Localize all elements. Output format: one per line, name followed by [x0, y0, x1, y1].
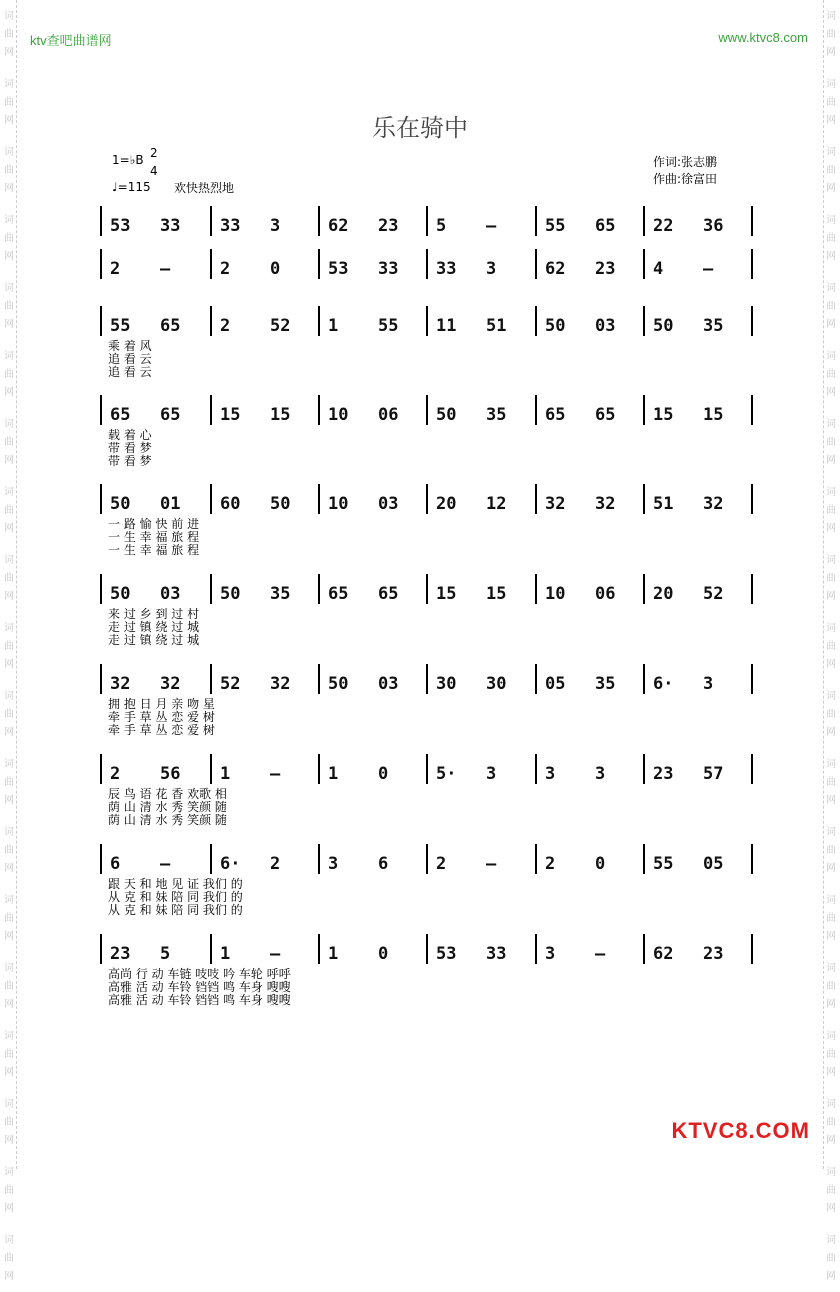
bar-line — [210, 206, 212, 236]
lyric-line: 牵 手 草 丛 恋 爱 树 — [108, 710, 215, 724]
note-group: 03 — [160, 584, 181, 604]
note-group: 30 — [436, 674, 457, 694]
note-group: 62 — [653, 944, 674, 964]
lyric-line: 从 克 和 妹 陪 同 我们 的 — [108, 890, 243, 904]
lyric-line: 追 看 云 — [108, 365, 152, 379]
note-group: 60 — [220, 494, 241, 514]
lyric-line: 跟 天 和 地 见 证 我们 的 — [108, 877, 243, 891]
note-group: – — [595, 944, 606, 964]
bar-line — [643, 934, 645, 964]
expression-marking: 欢快热烈地 — [174, 181, 235, 195]
lyricist-credit: 作词:张志鹏 — [653, 155, 718, 169]
bar-line — [100, 934, 102, 964]
bar-line — [751, 484, 753, 514]
note-group: 06 — [595, 584, 616, 604]
bar-line — [535, 844, 537, 874]
note-group: 62 — [328, 216, 349, 236]
bar-line — [210, 574, 212, 604]
bar-line — [426, 664, 428, 694]
note-group: 1 — [220, 764, 231, 784]
note-group: 2 — [545, 854, 556, 874]
note-group: 65 — [328, 584, 349, 604]
note-group: 3 — [486, 259, 497, 279]
note-group: 65 — [595, 216, 616, 236]
note-group: 6· — [220, 854, 241, 874]
bar-line — [210, 395, 212, 425]
note-group: 50 — [436, 405, 457, 425]
note-group: 32 — [270, 674, 291, 694]
note-group: 30 — [486, 674, 507, 694]
site-url-right: www.ktvc8.com — [718, 30, 808, 45]
bar-line — [318, 206, 320, 236]
bar-line — [426, 249, 428, 279]
bar-line — [426, 754, 428, 784]
bar-line — [426, 934, 428, 964]
bar-line — [535, 934, 537, 964]
bar-line — [100, 206, 102, 236]
note-group: 12 — [486, 494, 507, 514]
note-group: 01 — [160, 494, 181, 514]
note-group: 3 — [328, 854, 339, 874]
lyric-line: 牵 手 草 丛 恋 爱 树 — [108, 723, 215, 737]
bar-line — [100, 249, 102, 279]
lyric-line: 一 生 幸 福 旅 程 — [108, 530, 200, 544]
bar-line — [643, 206, 645, 236]
bar-line — [751, 664, 753, 694]
note-group: 55 — [545, 216, 566, 236]
time-signature-bottom: 4 — [150, 164, 158, 178]
lyric-line: 辰 鸟 语 花 香 欢歌 相 — [108, 787, 227, 801]
note-group: 0 — [378, 764, 389, 784]
lyric-line: 一 生 幸 福 旅 程 — [108, 543, 200, 557]
note-group: 15 — [486, 584, 507, 604]
note-group: 50 — [653, 316, 674, 336]
bar-line — [535, 249, 537, 279]
note-group: 23 — [703, 944, 724, 964]
note-group: 5· — [436, 764, 457, 784]
note-group: 1 — [220, 944, 231, 964]
bar-line — [535, 574, 537, 604]
bar-line — [100, 754, 102, 784]
note-group: 36 — [703, 216, 724, 236]
note-group: 65 — [160, 405, 181, 425]
note-group: 2 — [110, 259, 121, 279]
note-group: 5 — [436, 216, 447, 236]
note-group: 23 — [110, 944, 131, 964]
note-group: 50 — [328, 674, 349, 694]
bar-line — [643, 395, 645, 425]
note-group: 65 — [160, 316, 181, 336]
note-group: 05 — [545, 674, 566, 694]
note-group: 3 — [595, 764, 606, 784]
note-group: 55 — [378, 316, 399, 336]
note-group: 50 — [110, 584, 131, 604]
bar-line — [751, 934, 753, 964]
note-group: 15 — [270, 405, 291, 425]
bar-line — [100, 664, 102, 694]
note-group: 52 — [220, 674, 241, 694]
note-group: 6 — [378, 854, 389, 874]
bar-line — [535, 484, 537, 514]
composer-credit: 作曲:徐富田 — [653, 172, 718, 186]
bar-line — [751, 395, 753, 425]
note-group: 3 — [270, 216, 281, 236]
note-group: 32 — [160, 674, 181, 694]
note-group: 33 — [160, 216, 181, 236]
note-group: 50 — [220, 584, 241, 604]
bar-line — [643, 249, 645, 279]
note-group: 56 — [160, 764, 181, 784]
note-group: 3 — [545, 944, 556, 964]
bar-line — [318, 754, 320, 784]
note-group: 3 — [486, 764, 497, 784]
note-group: 2 — [220, 316, 231, 336]
bar-line — [100, 395, 102, 425]
note-group: 2 — [436, 854, 447, 874]
note-group: 50 — [110, 494, 131, 514]
bar-line — [210, 664, 212, 694]
note-group: 50 — [270, 494, 291, 514]
note-group: 03 — [378, 674, 399, 694]
note-group: 23 — [378, 216, 399, 236]
note-group: 0 — [378, 944, 389, 964]
note-group: 23 — [595, 259, 616, 279]
note-group: 65 — [595, 405, 616, 425]
bar-line — [210, 249, 212, 279]
note-group: 2 — [110, 764, 121, 784]
tempo-marking: ♩=115 — [112, 180, 151, 194]
note-group: 33 — [220, 216, 241, 236]
note-group: 15 — [653, 405, 674, 425]
note-group: 15 — [220, 405, 241, 425]
note-group: 11 — [436, 316, 457, 336]
note-group: 65 — [545, 405, 566, 425]
bar-line — [643, 754, 645, 784]
bar-line — [210, 754, 212, 784]
note-group: 10 — [328, 405, 349, 425]
note-group: 23 — [653, 764, 674, 784]
note-group: 55 — [110, 316, 131, 336]
note-group: 1 — [328, 316, 339, 336]
note-group: 55 — [653, 854, 674, 874]
note-group: 32 — [595, 494, 616, 514]
bar-line — [751, 249, 753, 279]
lyric-line: 一 路 愉 快 前 进 — [108, 517, 200, 531]
note-group: 53 — [328, 259, 349, 279]
note-group: 0 — [595, 854, 606, 874]
note-group: 1 — [328, 764, 339, 784]
note-group: 5 — [160, 944, 171, 964]
note-group: 2 — [270, 854, 281, 874]
note-group: 53 — [110, 216, 131, 236]
bar-line — [751, 574, 753, 604]
bar-line — [318, 484, 320, 514]
note-group: 65 — [378, 584, 399, 604]
bar-line — [318, 395, 320, 425]
bar-line — [210, 934, 212, 964]
right-watermark-strip: 词 曲 网 词 曲 网 词 曲 网 词 曲 网 词 曲 网 词 曲 网 词 曲 网 词 曲 网 词 曲 网 词 曲 网 词 曲 网 词 曲 网 词 曲 网 词 曲 网 词 曲 网 词 曲 网 词 曲 网 词 曲 网 词 曲 网 — [823, 0, 838, 1169]
note-group: 62 — [545, 259, 566, 279]
lyric-line: 高雅 活 动 车铃 铛铛 鸣 车身 嗖嗖 — [108, 980, 291, 994]
note-group: – — [160, 259, 171, 279]
note-group: 53 — [436, 944, 457, 964]
bar-line — [535, 306, 537, 336]
bar-line — [318, 664, 320, 694]
note-group: 35 — [486, 405, 507, 425]
lyric-line: 高雅 活 动 车铃 铛铛 鸣 车身 嗖嗖 — [108, 993, 291, 1007]
note-group: 22 — [653, 216, 674, 236]
note-group: 4 — [653, 259, 664, 279]
note-group: 35 — [595, 674, 616, 694]
song-title: 乐在骑中 — [372, 114, 468, 142]
bar-line — [426, 574, 428, 604]
note-group: 52 — [270, 316, 291, 336]
note-group: 32 — [110, 674, 131, 694]
bar-line — [210, 484, 212, 514]
note-group: – — [160, 854, 171, 874]
note-group: 32 — [703, 494, 724, 514]
note-group: 2 — [220, 259, 231, 279]
note-group: – — [270, 764, 281, 784]
note-group: 20 — [436, 494, 457, 514]
note-group: – — [486, 216, 497, 236]
bar-line — [100, 306, 102, 336]
time-signature-top: 2 — [150, 146, 158, 160]
lyric-line: 带 看 梦 — [108, 441, 152, 455]
note-group: 50 — [545, 316, 566, 336]
note-group: 15 — [703, 405, 724, 425]
bar-line — [426, 206, 428, 236]
note-group: 10 — [328, 494, 349, 514]
bar-line — [318, 306, 320, 336]
lyric-line: 从 克 和 妹 陪 同 我们 的 — [108, 903, 243, 917]
bar-line — [643, 844, 645, 874]
note-group: 33 — [486, 944, 507, 964]
bar-line — [426, 306, 428, 336]
note-group: 35 — [703, 316, 724, 336]
bar-line — [100, 574, 102, 604]
note-group: 65 — [110, 405, 131, 425]
note-group: 51 — [486, 316, 507, 336]
note-group: 33 — [378, 259, 399, 279]
note-group: – — [270, 944, 281, 964]
bar-line — [210, 844, 212, 874]
bar-line — [100, 844, 102, 874]
note-group: 6 — [110, 854, 121, 874]
bar-line — [535, 664, 537, 694]
note-group: 1 — [328, 944, 339, 964]
bar-line — [318, 934, 320, 964]
bar-line — [426, 395, 428, 425]
lyric-line: 来 过 乡 到 过 村 — [108, 607, 200, 621]
note-group: 03 — [378, 494, 399, 514]
note-group: 51 — [653, 494, 674, 514]
lyric-line: 乘 着 风 — [108, 339, 152, 353]
note-group: 32 — [545, 494, 566, 514]
bar-line — [318, 574, 320, 604]
note-group: 03 — [595, 316, 616, 336]
bar-line — [535, 206, 537, 236]
note-group: 10 — [545, 584, 566, 604]
bar-line — [426, 844, 428, 874]
note-group: 57 — [703, 764, 724, 784]
note-group: 3 — [545, 764, 556, 784]
bar-line — [643, 306, 645, 336]
lyric-line: 带 看 梦 — [108, 454, 152, 468]
bar-line — [535, 754, 537, 784]
site-name-left: ktv查吧曲谱网 — [30, 33, 112, 48]
bar-line — [751, 754, 753, 784]
bar-line — [100, 484, 102, 514]
note-group: 20 — [653, 584, 674, 604]
bar-line — [318, 249, 320, 279]
lyric-line: 荫 山 清 水 秀 笑颜 随 — [108, 800, 227, 814]
note-group: 05 — [703, 854, 724, 874]
note-group: 35 — [270, 584, 291, 604]
bar-line — [751, 206, 753, 236]
bar-line — [210, 306, 212, 336]
note-group: 52 — [703, 584, 724, 604]
note-group: – — [703, 259, 714, 279]
bar-line — [751, 844, 753, 874]
lyric-line: 走 过 镇 绕 过 城 — [108, 620, 200, 634]
bar-line — [751, 306, 753, 336]
footer-logo: KTVC8.COM — [671, 1118, 810, 1143]
bar-line — [643, 574, 645, 604]
note-group: – — [486, 854, 497, 874]
bar-line — [535, 395, 537, 425]
bar-line — [426, 484, 428, 514]
note-group: 15 — [436, 584, 457, 604]
note-group: 6· — [653, 674, 674, 694]
lyric-line: 高尚 行 动 车链 吱吱 吟 车轮 呼呼 — [108, 967, 291, 981]
left-watermark-strip: 词 曲 网 词 曲 网 词 曲 网 词 曲 网 词 曲 网 词 曲 网 词 曲 网 词 曲 网 词 曲 网 词 曲 网 词 曲 网 词 曲 网 词 曲 网 词 曲 网 词 曲 网 词 曲 网 词 曲 网 词 曲 网 词 曲 网 — [2, 0, 17, 1169]
key-signature: 1=♭B — [112, 153, 144, 167]
note-group: 0 — [270, 259, 281, 279]
lyric-line: 荫 山 清 水 秀 笑颜 随 — [108, 813, 227, 827]
lyric-line: 追 看 云 — [108, 352, 152, 366]
note-group: 33 — [436, 259, 457, 279]
bar-line — [643, 484, 645, 514]
lyric-line: 载 着 心 — [108, 428, 152, 442]
bar-line — [643, 664, 645, 694]
lyric-line: 走 过 镇 绕 过 城 — [108, 633, 200, 647]
bar-line — [318, 844, 320, 874]
note-group: 3 — [703, 674, 714, 694]
lyric-line: 拥 抱 日 月 亲 吻 星 — [108, 697, 215, 711]
note-group: 06 — [378, 405, 399, 425]
